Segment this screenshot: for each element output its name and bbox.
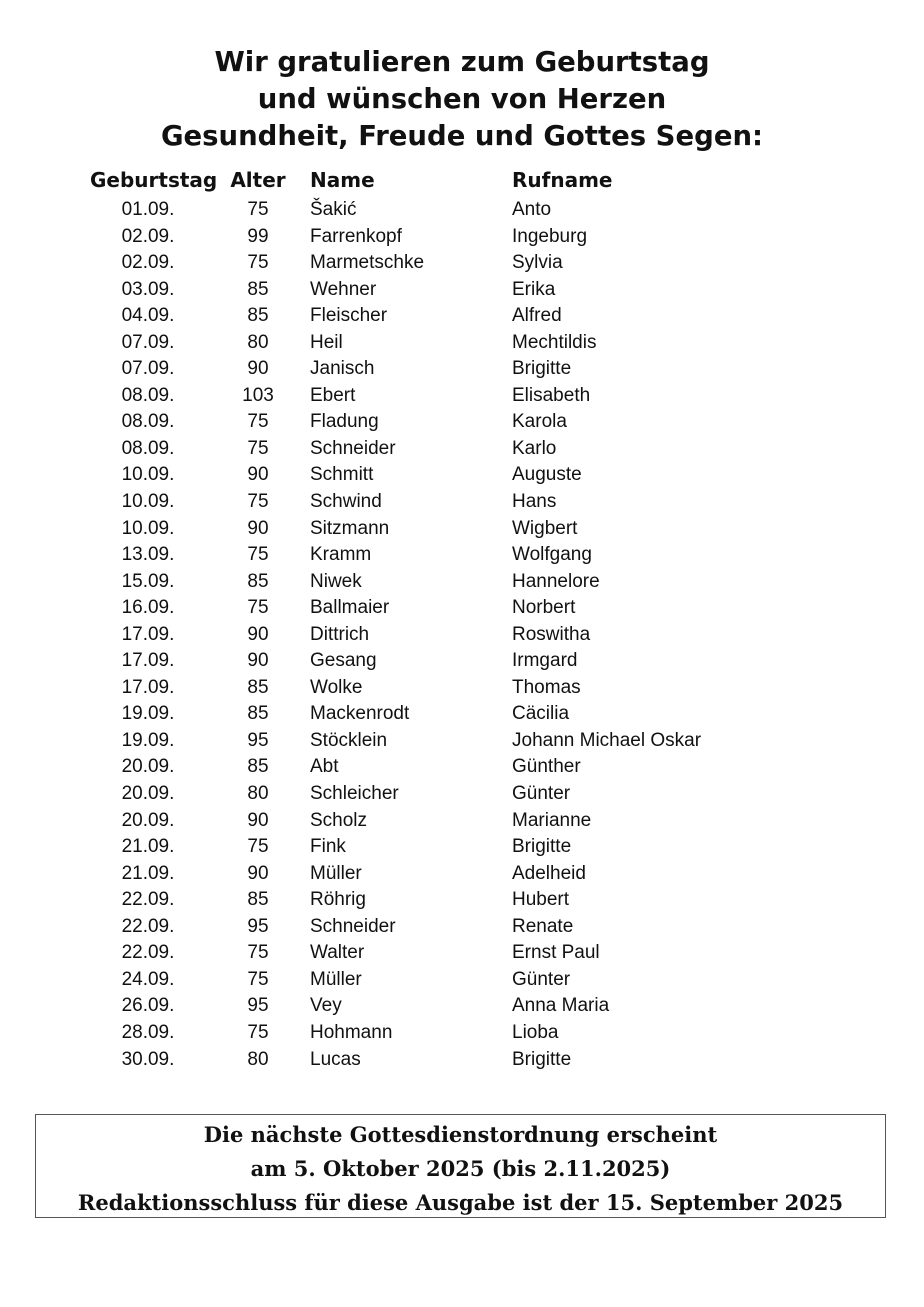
cell-name: Niwek [310,570,362,592]
cell-birthday: 04.09. [121,305,175,327]
cell-birthday: 07.09. [121,358,175,380]
cell-birthday: 10.09. [121,491,175,513]
cell-birthday: 02.09. [121,252,175,274]
cell-birthday: 02.09. [121,225,175,247]
cell-name: Stöcklein [310,729,388,751]
cell-name: Wolke [310,676,363,698]
table-row [0,489,924,516]
table-row [0,409,924,436]
table-row [0,277,924,304]
table-row [0,861,924,888]
table-row [0,436,924,463]
cell-callname: Wigbert [512,517,578,539]
cell-age: 80 [247,1048,269,1070]
cell-name: Vey [310,995,342,1017]
cell-birthday: 17.09. [121,623,175,645]
cell-name: Heil [310,331,343,353]
cell-callname: Günter [512,968,571,990]
table-row [0,728,924,755]
cell-name: Ballmaier [310,597,390,619]
cell-birthday: 08.09. [121,437,175,459]
cell-age: 75 [247,544,269,566]
cell-callname: Wolfgang [512,544,592,566]
cell-age: 75 [247,491,269,513]
cell-age: 75 [247,411,269,433]
notice-line-3: Redaktionsschluss für diese Ausgabe ist der 15. September 2025 [77,1190,844,1215]
cell-name: Fink [310,836,346,858]
table-row [0,701,924,728]
cell-callname: Hannelore [512,570,600,592]
cell-birthday: 19.09. [121,729,175,751]
cell-name: Schleicher [310,783,399,805]
title-line-2: und wünschen von Herzen [257,83,667,115]
table-row [0,622,924,649]
cell-age: 85 [247,889,269,911]
cell-callname: Erika [512,278,556,300]
header-callname: Rufname [512,168,613,192]
cell-callname: Ernst Paul [512,942,600,964]
table-row [0,914,924,941]
cell-name: Schmitt [310,464,374,486]
cell-age: 85 [247,278,269,300]
cell-age: 90 [247,358,269,380]
cell-age: 75 [247,968,269,990]
cell-name: Fladung [310,411,379,433]
cell-birthday: 16.09. [121,597,175,619]
table-row [0,356,924,383]
cell-name: Schneider [310,437,396,459]
table-row [0,993,924,1020]
cell-birthday: 10.09. [121,464,175,486]
cell-age: 75 [247,1021,269,1043]
table-row [0,462,924,489]
cell-callname: Thomas [512,676,581,698]
cell-name: Hohmann [310,1021,393,1043]
cell-age: 80 [247,783,269,805]
cell-name: Abt [310,756,339,778]
cell-age: 85 [247,676,269,698]
cell-age: 85 [247,305,269,327]
cell-birthday: 20.09. [121,783,175,805]
table-row [0,197,924,224]
table-row [0,542,924,569]
cell-callname: Renate [512,915,574,937]
cell-callname: Lioba [512,1021,559,1043]
cell-age: 75 [247,942,269,964]
cell-age: 95 [247,729,269,751]
cell-callname: Cäcilia [512,703,570,725]
cell-birthday: 22.09. [121,942,175,964]
cell-callname: Anna Maria [512,995,610,1017]
cell-age: 99 [247,225,269,247]
cell-callname: Roswitha [512,623,591,645]
table-row [0,595,924,622]
cell-age: 90 [247,623,269,645]
cell-birthday: 20.09. [121,756,175,778]
header-birthday: Geburtstag [90,168,218,192]
cell-name: Mackenrodt [310,703,410,725]
table-row [0,250,924,277]
cell-birthday: 21.09. [121,836,175,858]
cell-birthday: 22.09. [121,889,175,911]
table-row [0,516,924,543]
cell-callname: Ingeburg [512,225,588,247]
title-line-1: Wir gratulieren zum Geburtstag [214,46,710,78]
notice-line-2: am 5. Oktober 2025 (bis 2.11.2025) [250,1156,671,1181]
table-row [0,754,924,781]
header-age: Alter [230,168,286,192]
cell-age: 85 [247,703,269,725]
cell-birthday: 08.09. [121,384,175,406]
cell-birthday: 28.09. [121,1021,175,1043]
cell-age: 90 [247,650,269,672]
cell-callname: Anto [512,199,552,220]
cell-callname: Karola [512,411,567,433]
cell-callname: Alfred [512,305,562,327]
cell-name: Šakić [310,199,357,220]
cell-birthday: 20.09. [121,809,175,831]
cell-birthday: 24.09. [121,968,175,990]
cell-name: Farrenkopf [310,225,402,247]
cell-birthday: 17.09. [121,676,175,698]
cell-callname: Adelheid [512,862,586,884]
cell-name: Schneider [310,915,396,937]
cell-age: 75 [247,836,269,858]
cell-age: 95 [247,995,269,1017]
table-row [0,383,924,410]
table-row [0,808,924,835]
cell-name: Walter [310,942,365,964]
cell-birthday: 01.09. [121,199,175,220]
cell-callname: Sylvia [512,252,563,274]
page-title [0,44,924,155]
cell-name: Röhrig [310,889,366,911]
cell-age: 103 [242,384,274,406]
cell-birthday: 22.09. [121,915,175,937]
cell-age: 85 [247,570,269,592]
cell-birthday: 26.09. [121,995,175,1017]
cell-age: 75 [247,252,269,274]
cell-age: 75 [247,597,269,619]
birthday-table [0,197,924,1073]
cell-name: Scholz [310,809,368,831]
cell-birthday: 03.09. [121,278,175,300]
cell-name: Müller [310,862,362,884]
cell-age: 85 [247,756,269,778]
cell-name: Ebert [310,384,356,406]
cell-callname: Brigitte [512,836,572,858]
cell-callname: Johann Michael Oskar [512,729,702,751]
cell-name: Fleischer [310,305,388,327]
table-row [0,1047,924,1074]
cell-callname: Günter [512,783,571,805]
cell-callname: Hans [512,491,557,513]
cell-age: 90 [247,517,269,539]
header-name: Name [310,168,375,192]
table-row [0,675,924,702]
cell-birthday: 08.09. [121,411,175,433]
cell-callname: Elisabeth [512,384,591,406]
cell-name: Lucas [310,1048,361,1070]
cell-age: 90 [247,464,269,486]
cell-birthday: 15.09. [121,570,175,592]
cell-callname: Norbert [512,597,576,619]
cell-callname: Karlo [512,437,557,459]
cell-name: Müller [310,968,362,990]
cell-name: Dittrich [310,623,370,645]
table-row [0,303,924,330]
cell-birthday: 13.09. [121,544,175,566]
cell-name: Schwind [310,491,382,513]
cell-callname: Irmgard [512,650,578,672]
notice-line-1: Die nächste Gottesdienstordnung erscheint [203,1122,718,1147]
cell-age: 95 [247,915,269,937]
cell-callname: Hubert [512,889,570,911]
table-row [0,967,924,994]
cell-age: 75 [247,437,269,459]
table-row [0,887,924,914]
table-header [0,168,924,196]
cell-name: Sitzmann [310,517,390,539]
table-row [0,834,924,861]
cell-callname: Brigitte [512,1048,572,1070]
table-row [0,569,924,596]
cell-birthday: 10.09. [121,517,175,539]
cell-callname: Marianne [512,809,592,831]
table-row [0,1020,924,1047]
cell-callname: Auguste [512,464,582,486]
cell-birthday: 21.09. [121,862,175,884]
cell-callname: Brigitte [512,358,572,380]
notice-box [35,1114,886,1218]
title-line-3: Gesundheit, Freude und Gottes Segen: [160,120,764,152]
cell-birthday: 17.09. [121,650,175,672]
cell-name: Kramm [310,544,372,566]
cell-name: Wehner [310,278,377,300]
cell-birthday: 30.09. [121,1048,175,1070]
cell-birthday: 07.09. [121,331,175,353]
table-row [0,781,924,808]
cell-birthday: 19.09. [121,703,175,725]
table-row [0,224,924,251]
cell-age: 75 [247,199,269,220]
cell-age: 80 [247,331,269,353]
cell-callname: Mechtildis [512,331,597,353]
cell-name: Marmetschke [310,252,425,274]
table-row [0,330,924,357]
cell-age: 90 [247,862,269,884]
cell-name: Gesang [310,650,377,672]
table-row [0,648,924,675]
cell-callname: Günther [512,756,581,778]
cell-name: Janisch [310,358,375,380]
table-row [0,940,924,967]
cell-age: 90 [247,809,269,831]
